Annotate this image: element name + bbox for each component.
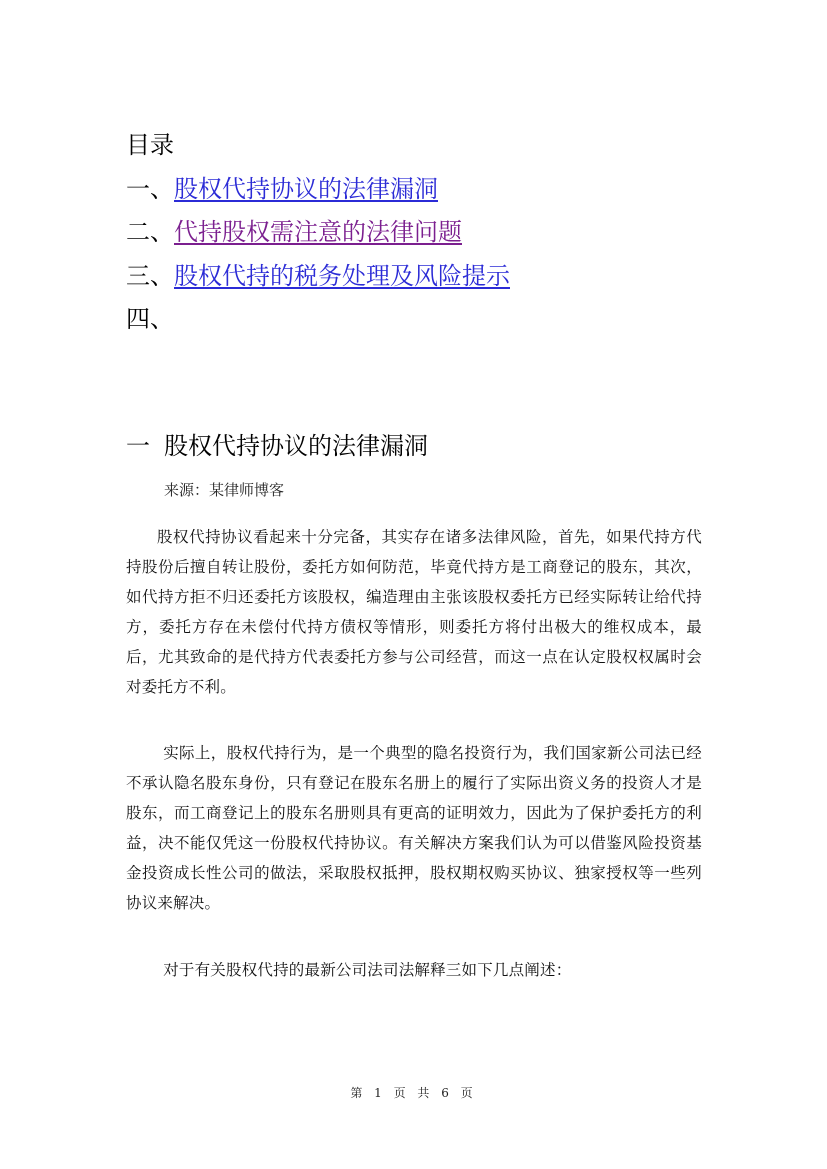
toc-item-number: 四、: [126, 305, 174, 333]
section-marker: 一: [126, 432, 150, 460]
page-footer: 第 1 页 共 6 页: [350, 1086, 477, 1100]
toc-item-3: [126, 258, 510, 294]
toc-item-2: [126, 214, 462, 250]
paragraph-2: 实际上，股权代持行为，是一个典型的隐名投资行为，我们国家新公司法已经不承认隐名股东身份，只有登记在股东名册上的履行了实际出资义务的投资人才是股东，而工商登记上的股东名册则具有更高的证明效力，因此为了保护委托方的利益，决不能仅凭这一份股权代持协议。有关解决方案我们认为可以借鉴风险投资基金投资成长性公司的做法，采取股权抵押，股权期权购买协议、独家授权等一些列协议来解决。: [126, 744, 702, 912]
toc-item-1: [126, 171, 438, 207]
section-heading: [126, 428, 428, 464]
paragraph-3: 对于有关股权代持的最新公司法司法解释三如下几点阐述：: [163, 961, 572, 979]
source-line: 来源：某律师博客: [164, 481, 285, 499]
toc-link-legal-issues[interactable]: 代持股权需注意的法律问题: [174, 218, 462, 246]
toc-item-number: 一、: [126, 175, 174, 203]
toc-link-legal-loopholes[interactable]: 股权代持协议的法律漏洞: [174, 175, 438, 203]
toc-title: 目录: [126, 131, 174, 159]
section-title: 股权代持协议的法律漏洞: [164, 432, 428, 460]
paragraph-1: 股权代持协议看起来十分完备，其实存在诸多法律风险，首先，如果代持方代持股份后擅自转让股份，委托方如何防范，毕竟代持方是工商登记的股东，其次，如代持方拒不归还委托方该股权，编造理由主张该股权委托方已经实际转让给代持方，委托方存在未偿付代持方债权等情形，则委托方将付出极大的维权成本，最后，尤其致命的是代持方代表委托方参与公司经营，而这一点在认定股权权属时会对委托方不利。: [126, 528, 702, 696]
toc-item-number: 三、: [126, 262, 174, 290]
toc-link-tax-handling[interactable]: 股权代持的税务处理及风险提示: [174, 262, 510, 290]
toc-item-number: 二、: [126, 218, 174, 246]
toc-item-4: [126, 301, 174, 337]
